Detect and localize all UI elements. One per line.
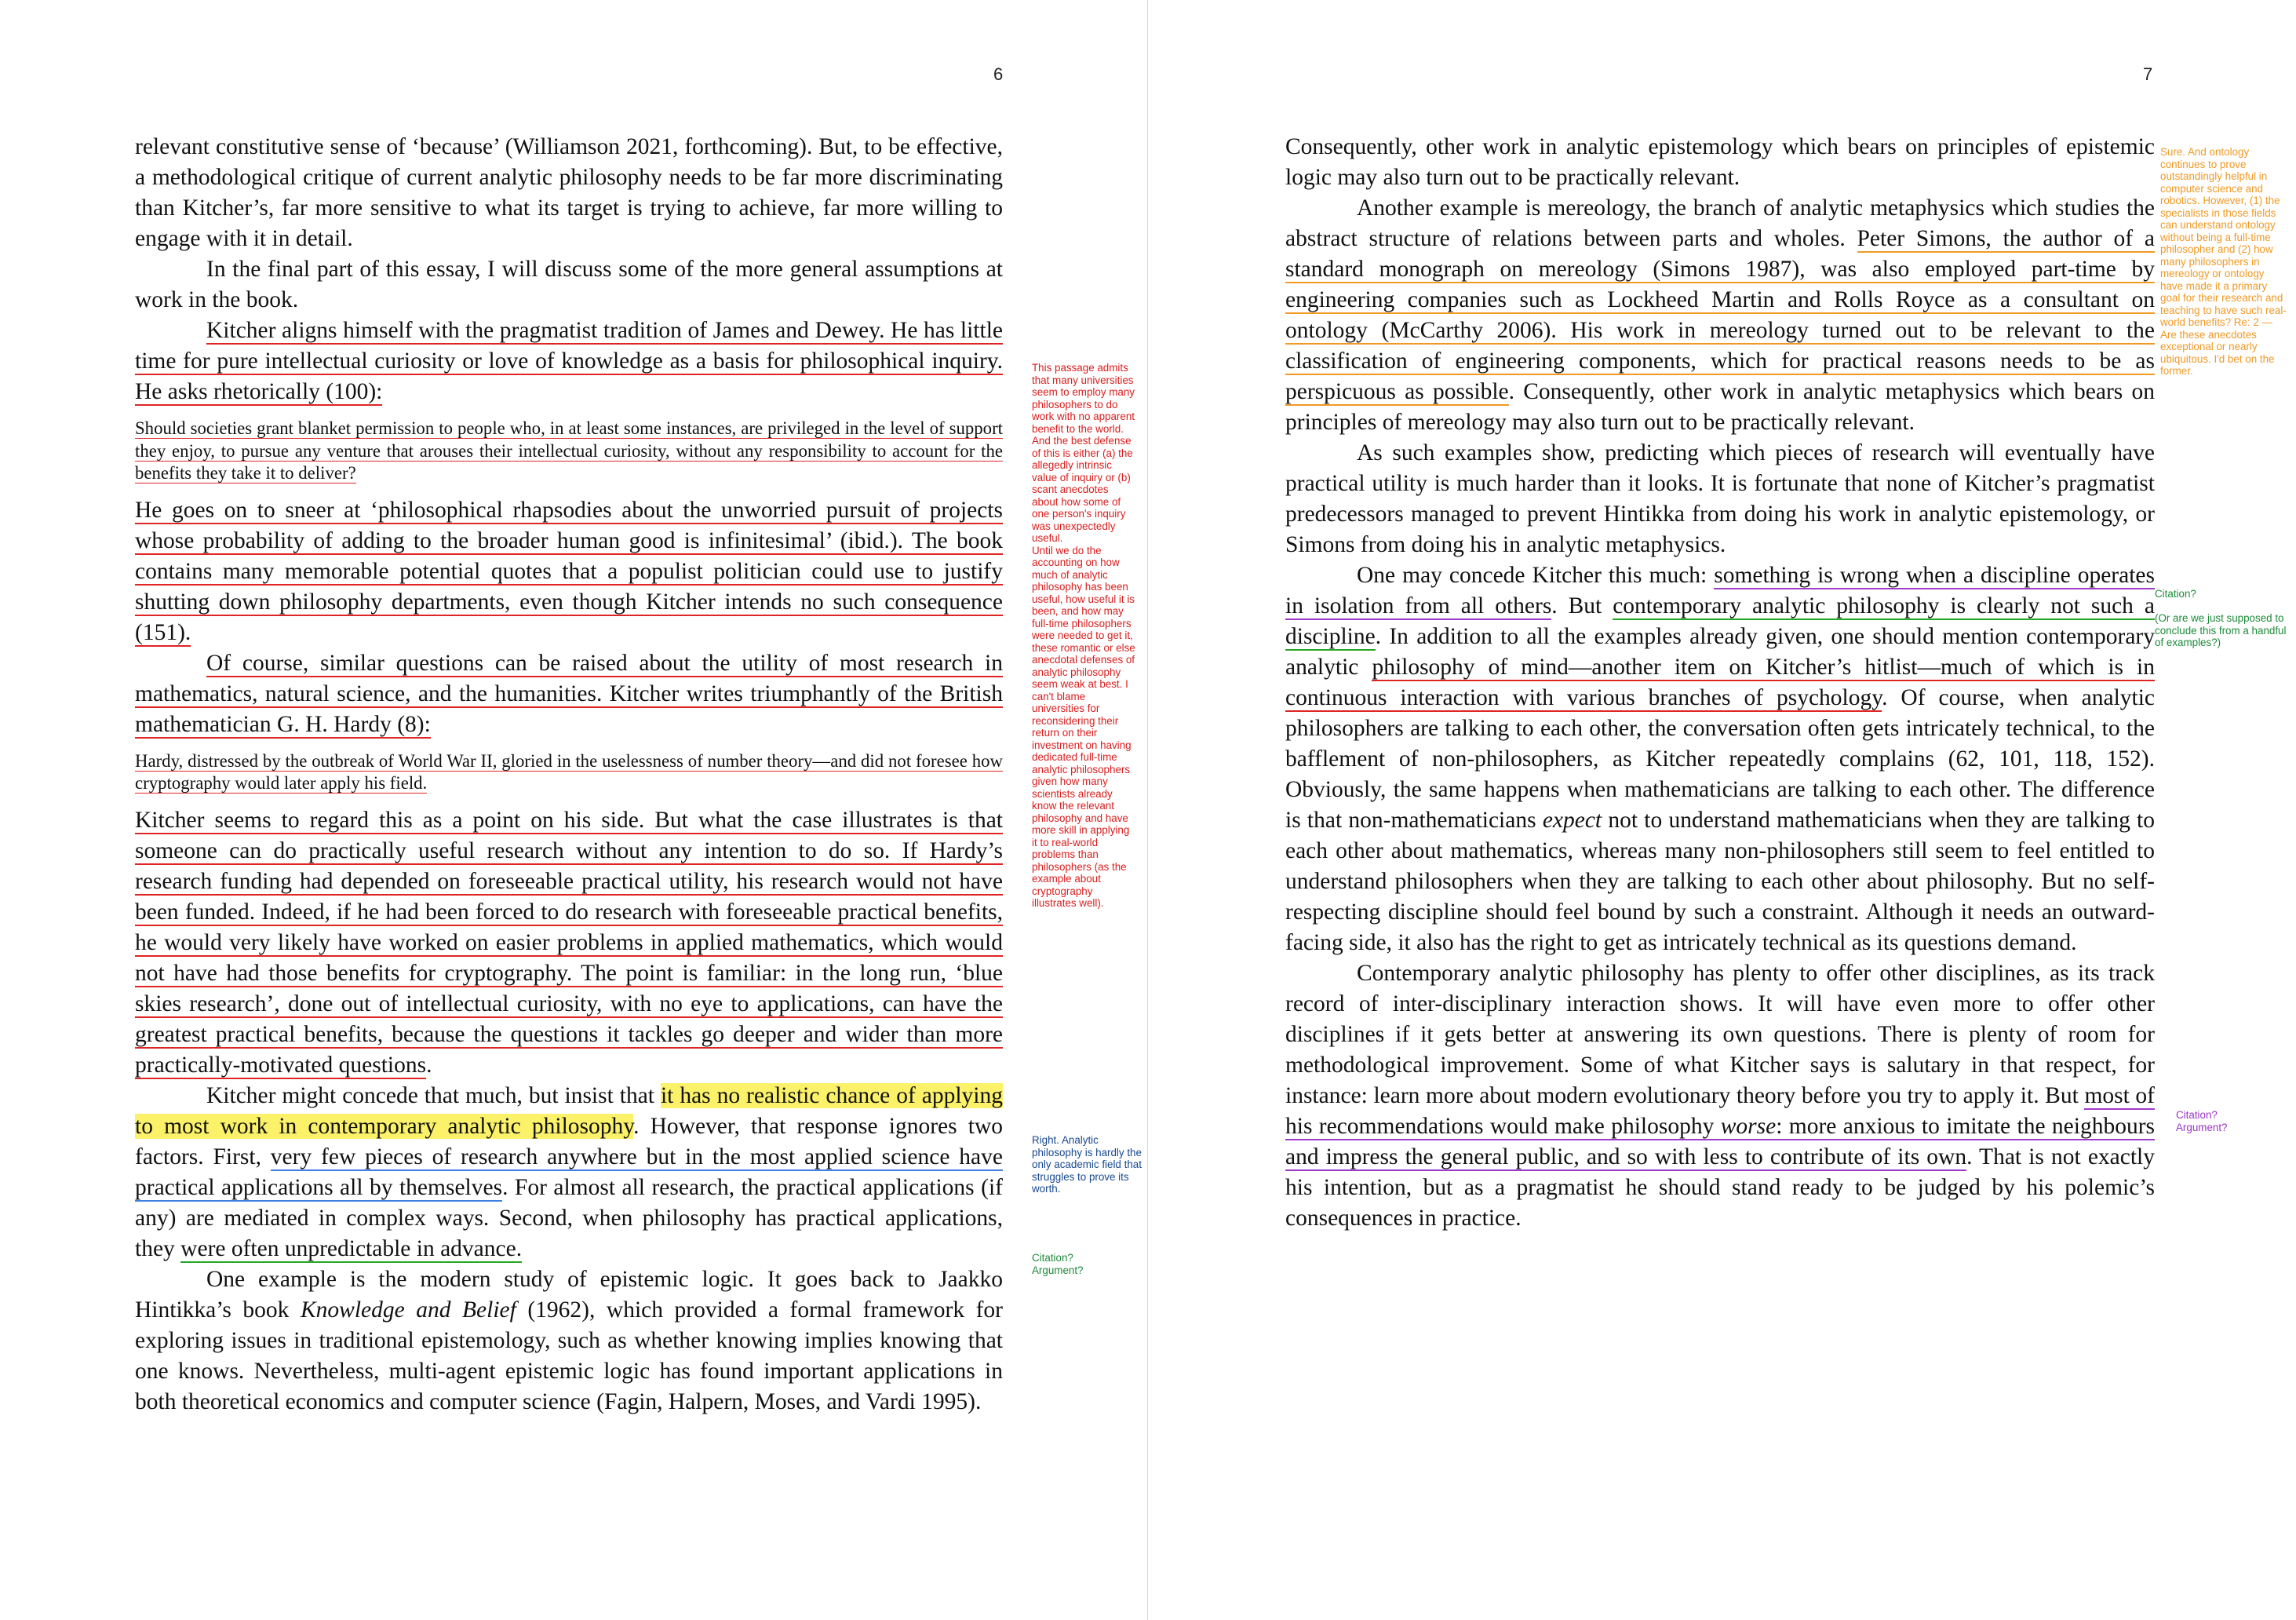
paragraph: [135, 495, 1003, 648]
underlined-text: Should societies grant blanket permission to people who, in at least some instances, are privileged in the level of support they enjoy, to pursue any venture that arouses their intellectual curiosity, without any responsibility to account for the benefits they take it to deliver?: [135, 418, 1003, 483]
underlined-text: were often unpredictable in advance.: [180, 1235, 523, 1261]
underlined-text: Hardy, distressed by the outbreak of World War II, gloried in the uselessness of number theory—and did not foresee how cryptography would later apply his field.: [135, 750, 1003, 793]
paragraph: [135, 1081, 1003, 1264]
text: . But: [1551, 593, 1613, 618]
margin-comment: Citation? Argument?: [2176, 1109, 2228, 1133]
paragraph: [135, 805, 1003, 1081]
underlined-text: Kitcher aligns himself with the pragmatist tradition of James and Dewey. He has little time for pure intellectual curiosity or love of knowledge as a basis for philosophical inquiry. He asks rhetorically (100):: [135, 318, 1003, 404]
page-number: 6: [993, 64, 1004, 84]
text: : more anxious to imitate the neighbours and impress the general public, and so with less to contribute of its own: [1285, 1114, 2155, 1169]
margin-comment: Right. Analytic philosophy is hardly the only academic field that struggles to prove its worth.: [1032, 1134, 1142, 1195]
underlined-text: contemporary analytic philosophy is clearly not such a discipline: [1285, 593, 2155, 649]
margin-comment: Citation? (Or are we just supposed to conclude this from a handful of examples?): [2155, 588, 2287, 648]
block-quote: [135, 418, 1003, 485]
text: most of his recommendations would make philosophy: [1285, 1083, 2156, 1139]
text: (1962), which provided a formal framework for exploring issues in traditional epistemology, such as whether knowing implies knowing that one knows. Nevertheless, multi-agent epistemic logic has found important applications in both theoretical economics and computer science (Fagin, Halpern, Moses, and Vardi 1995).: [135, 1297, 1004, 1414]
paragraph: In the final part of this essay, I will discuss some of the more general assumptions at work in the book.: [135, 257, 1003, 312]
paragraph: [1285, 193, 2155, 438]
paragraph: [135, 1264, 1003, 1418]
text: One example is the modern study of epistemic logic. It goes back to Jaakko Hintikka’s book: [135, 1266, 1003, 1323]
body-text: [135, 132, 1003, 1418]
paragraph: [1285, 958, 2155, 1234]
page-7: [1148, 0, 2296, 1620]
italic-text: expect: [1542, 808, 1602, 833]
underlined-text: He goes on to sneer at ‘philosophical rhapsodies about the unworried pursuit of projects whose probability of adding to the broader human good is infinitesimal’ (ibid.). The book contains many memorable potential quotes that a populist politician could use to justify shutting down philosophy departments, even though Kitcher intends no such consequence (151).: [135, 497, 1003, 645]
text: Another example is mereology, the branch of analytic metaphysics which studies the abstract structure of relations between parts and wholes.: [1285, 195, 2155, 251]
paragraph: [135, 648, 1003, 740]
underlined-text: philosophy of mind—another item on Kitcher’s hitlist—much of which is in continuous interaction with various branches of psychology: [1285, 655, 2155, 710]
text: One may concede Kitcher this much:: [1357, 563, 1715, 588]
text: . Of course, when analytic philosophers are talking to each other, the conversation often gets intricately technical, to the bafflement of non-philosophers, as Kitcher repeatedly complains (62, 101, 118, 152). Obviously, the same happens when mathematicians are talking to each other. The difference is that non-mathematicians: [1285, 685, 2155, 833]
margin-comment: This passage admits that many universities seem to employ many philosophers to do work with no apparent benefit to the world. And the best defense of this is either (a) the allegedly intrinsic value of inquiry or (b) scant anecdotes about how some of one person's inquiry was unexpectedly useful. Until we do the accounting on how much of analytic philosophy has been useful, how useful it is been, and how may full-time philosophers were needed to get it, these romantic or else anecdotal defenses of analytic philosophy seem weak at best. I can't blame universities for reconsidering their return on their investment on having dedicated full-time analytic philosophers given how many scientists already know the relevant philosophy and have more skill in applying it to real-world problems than philosophers (as the example about cryptography illustrates well).: [1032, 362, 1135, 909]
paragraph: Consequently, other work in analytic epistemology which bears on principles of epistemic logic may also turn out to be practically relevant.: [1285, 134, 2155, 190]
page-number: 7: [2143, 64, 2153, 84]
underlined-text: very few pieces of research anywhere but in the most applied science have practical applications all by themselves: [135, 1144, 1003, 1200]
body-text: [1285, 132, 2155, 1234]
text: . For almost all research, the practical applications (if any) are mediated in complex ways. Second, when philosophy has practical applications, they: [135, 1174, 1003, 1261]
underlined-text: Of course, similar questions can be raised about the utility of most research in mathematics, natural science, and the humanities. Kitcher writes triumphantly of the British mathematician G. H. Hardy (8):: [135, 650, 1003, 737]
book-title: Knowledge and Belief: [300, 1297, 516, 1323]
highlighted-text: it has no realistic chance of applying to most work in contemporary analytic philosophy: [135, 1082, 1003, 1139]
paragraph: [1285, 560, 2155, 958]
paragraph: relevant constitutive sense of ‘because’ (Williamson 2021, forthcoming). But, to be effective, a methodological critique of current analytic philosophy needs to be far more discriminating than Kitcher’s, far more sensitive to what its target is trying to achieve, far more willing to engage with it in detail.: [135, 134, 1003, 251]
text: . Consequently, other work in analytic metaphysics which bears on principles of mereology may also turn out to be practically relevant.: [1285, 379, 2156, 435]
underlined-text: Peter Simons, the author of a standard monograph on mereology (Simons 1987), was also employed part-time by engineering companies such as Lockheed Martin and Rolls Royce as a consultant on ontology (McCarthy 2006). His work in mereology turned out to be relevant to the classification of engineering components, which for practical reasons needs to be as perspicuous as possible: [1285, 226, 2155, 404]
text: . That is not exactly his intention, but as a pragmatist he should stand ready to be judged by his polemic’s consequences in practice.: [1285, 1144, 2155, 1231]
margin-comment: Citation? Argument?: [1032, 1252, 1084, 1276]
text: . In addition to all the examples already given, one should mention contemporary analytic: [1285, 624, 2155, 680]
paragraph: [135, 316, 1003, 407]
text: not to understand mathematicians when they are talking to each other about mathematics, whereas many non-philosophers still seem to feel entitled to understand philosophers when they are talking to each other about philosophy. But no self-respecting discipline should feel bound by such a constraint. Although it needs an outward-facing side, it also has the right to get as intricately technical as its questions demand.: [1285, 808, 2155, 955]
underlined-text: Kitcher seems to regard this as a point on his side. But what the case illustrates is that someone can do practically useful research without any intention to do so. If Hardy’s research funding had depended on foreseeable practical utility, his research would not have been funded. Indeed, if he had been forced to do research with foreseeable practical benefits, he would very likely have worked on easier problems in applied mathematics, which would not have had those benefits for cryptography. The point is familiar: in the long run, ‘blue skies research’, done out of intellectual curiosity, with no eye to applications, can have the greatest practical benefits, because the questions it tackles go deeper and wider than more practically-motivated questions: [135, 807, 1003, 1078]
block-quote: [135, 750, 1003, 795]
text: Contemporary analytic philosophy has plenty to offer other disciplines, as its track record of inter-disciplinary interaction shows. It will have even more to offer other disciplines if it gets better at answering its own questions. There is plenty of room for methodological improvement. Some of what Kitcher says is salutary in that respect, for instance: learn more about modern evolutionary theory before you try to apply it. But: [1285, 961, 2155, 1108]
text: . However, that response ignores two factors. First,: [135, 1113, 1003, 1169]
margin-comment: Sure. And ontology continues to prove outstandingly helpful in computer science and robotics. However, (1) the specialists in those fields can understand ontology without being a full-time philosopher and (2) how many philosophers in mereology or ontology have made it a primary goal for their research and teaching to have such real-world benefits? Re: 2 — Are these anecdotes exceptional or nearly ubiquitous. I'd bet on the former.: [2160, 146, 2287, 377]
italic-text: worse: [1720, 1114, 1777, 1139]
paragraph: As such examples show, predicting which pieces of research will eventually have practical utility is much harder than it looks. It is fortunate that none of Kitcher’s pragmatist predecessors managed to prevent Hintikka from doing his work in analytic epistemology, or Simons from doing his in analytic metaphysics.: [1285, 440, 2155, 557]
text: .: [426, 1052, 432, 1078]
underlined-text: something is wrong when a discipline operates in isolation from all others: [1285, 563, 2155, 618]
text: Kitcher might concede that much, but insist that: [206, 1082, 661, 1108]
